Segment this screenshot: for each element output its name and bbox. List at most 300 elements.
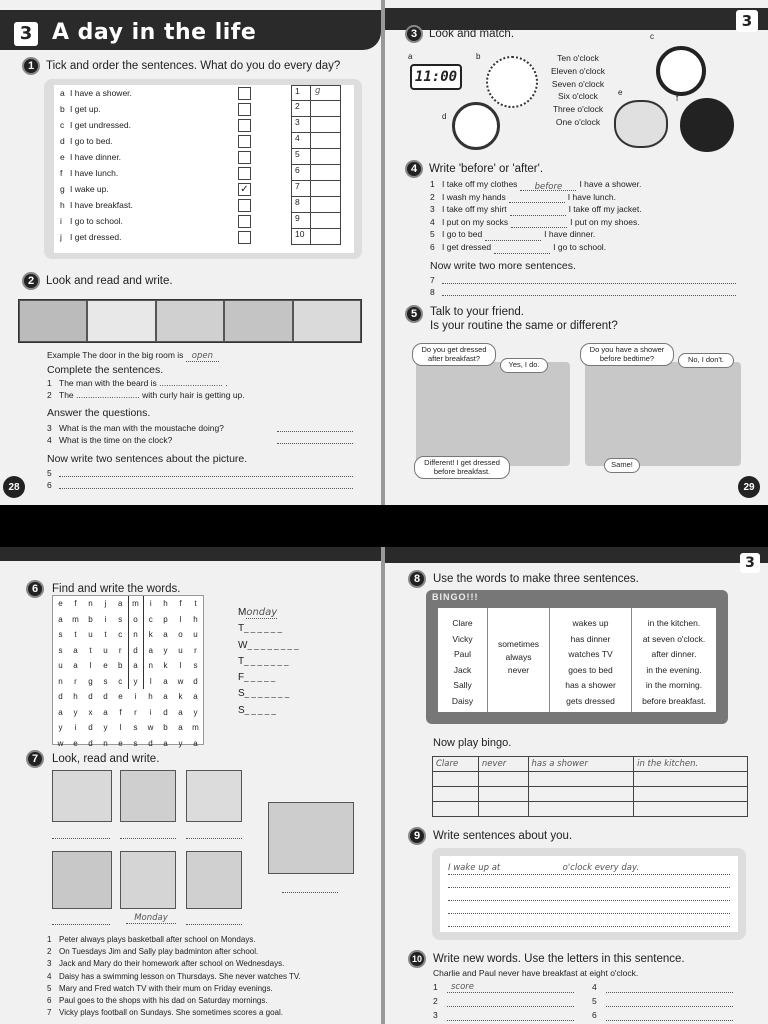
ex4-item bbox=[430, 228, 730, 241]
ex6-heading: Find and write the words. bbox=[52, 583, 181, 595]
wordsearch-letter[interactable]: s bbox=[118, 614, 123, 624]
bingo-play-cell[interactable]: never bbox=[478, 757, 528, 772]
wordsearch-letter[interactable]: b bbox=[88, 614, 93, 624]
wordsearch-letter[interactable]: a bbox=[163, 692, 168, 702]
ex1-order-answer[interactable] bbox=[311, 117, 341, 133]
word-first-letter: T bbox=[238, 655, 245, 667]
wordsearch-letter[interactable]: r bbox=[118, 645, 122, 655]
activity-pic-2 bbox=[120, 770, 176, 822]
bingo-play-cell[interactable] bbox=[478, 772, 528, 787]
item-number: 6 bbox=[47, 996, 52, 1006]
wordsearch-letter[interactable]: s bbox=[133, 723, 138, 733]
wordsearch-letter[interactable]: y bbox=[193, 707, 198, 717]
answer-line[interactable] bbox=[442, 287, 736, 296]
ex1-text: I have breakfast. bbox=[70, 200, 133, 210]
wordsearch-letter[interactable]: n bbox=[103, 738, 108, 748]
ex2-write-line bbox=[47, 480, 353, 492]
word-first-letter: T bbox=[238, 623, 245, 635]
wordsearch-letter[interactable]: b bbox=[118, 661, 123, 671]
room-picture-1 bbox=[19, 300, 87, 342]
item-number: 5 bbox=[430, 229, 435, 240]
bingo-word: Paul bbox=[453, 649, 471, 659]
time-label: Eleven o'clock bbox=[550, 65, 606, 76]
bingo-play-cell[interactable] bbox=[528, 772, 634, 787]
word-blank[interactable]: _ _ _ _ _ _ bbox=[244, 624, 282, 634]
bingo-play-cell[interactable] bbox=[478, 787, 528, 802]
ex9-writing-area bbox=[440, 856, 738, 932]
wordsearch-letter[interactable]: d bbox=[163, 707, 168, 717]
ex1-order-answer[interactable] bbox=[311, 229, 341, 245]
ex1-order-answer[interactable] bbox=[311, 197, 341, 213]
ex4-more-line bbox=[430, 287, 736, 299]
bingo-word: in the evening. bbox=[646, 664, 702, 675]
bingo-word: has a shower bbox=[565, 680, 616, 690]
wordsearch-letter[interactable]: k bbox=[148, 630, 153, 640]
spread-gap bbox=[0, 505, 768, 547]
wordsearch-row bbox=[53, 643, 203, 659]
answer-line[interactable] bbox=[277, 423, 353, 432]
wordsearch-letter[interactable]: a bbox=[163, 676, 168, 686]
bingo-col-adverbs bbox=[488, 608, 550, 712]
wordsearch-letter[interactable]: h bbox=[193, 614, 198, 624]
ex1-checkbox[interactable] bbox=[238, 151, 251, 164]
wordsearch-letter[interactable]: s bbox=[58, 630, 63, 640]
wordsearch-letter[interactable]: a bbox=[58, 614, 63, 624]
item-text: Paul goes to the shops with his dad on Saturday mornings. bbox=[59, 996, 268, 1006]
wordsearch-letter[interactable]: l bbox=[149, 676, 152, 686]
ex1-checkbox[interactable] bbox=[238, 199, 251, 212]
wordsearch-letter[interactable]: e bbox=[58, 599, 63, 609]
wordsearch-letter[interactable]: o bbox=[178, 630, 183, 640]
wordsearch-letter[interactable]: a bbox=[103, 707, 108, 717]
ex1-order-answer[interactable] bbox=[311, 213, 341, 229]
ex1-letter: f bbox=[60, 168, 63, 178]
wordsearch-letter[interactable]: a bbox=[193, 692, 198, 702]
wordsearch-letter[interactable]: k bbox=[178, 692, 183, 702]
ex1-checkbox[interactable] bbox=[238, 215, 251, 228]
wordsearch-letter[interactable]: i bbox=[134, 692, 137, 702]
answer-line[interactable] bbox=[447, 996, 574, 1007]
wordsearch-letter[interactable]: s bbox=[193, 661, 198, 671]
top-spine bbox=[381, 0, 385, 505]
wordsearch-letter[interactable]: t bbox=[194, 599, 197, 609]
bingo-play-cell[interactable]: has a shower bbox=[528, 757, 634, 772]
wordsearch-letter[interactable]: u bbox=[88, 630, 93, 640]
bingo-word: wakes up bbox=[572, 618, 609, 628]
wordsearch-letter[interactable]: f bbox=[74, 599, 77, 609]
wordsearch-words bbox=[238, 605, 299, 719]
digital-clock bbox=[410, 64, 462, 90]
ex1-checkbox[interactable]: ✓ bbox=[238, 183, 251, 196]
ex1-order-answer[interactable] bbox=[311, 133, 341, 149]
ex5-heading-2: Is your routine the same or different? bbox=[430, 320, 618, 332]
ex1-order-number: 3 bbox=[291, 117, 311, 133]
wordsearch-letter[interactable]: i bbox=[104, 614, 107, 624]
answer-line[interactable] bbox=[442, 275, 736, 284]
wordsearch-letter[interactable]: e bbox=[118, 692, 123, 702]
ex4-part-b: I have a shower. bbox=[579, 179, 642, 189]
ex4-item bbox=[430, 203, 730, 216]
bottom-spine bbox=[381, 547, 385, 1024]
exercise-number-10: 10 bbox=[408, 950, 426, 968]
ex1-row bbox=[54, 133, 354, 149]
ex1-order-number: 10 bbox=[291, 229, 311, 245]
ex1-checkbox[interactable] bbox=[238, 87, 251, 100]
bubble-r1: Different! I get dressed before breakfast. bbox=[414, 456, 510, 479]
item-text: Vicky plays football on Sundays. She sometimes scores a goal. bbox=[59, 1008, 283, 1018]
wordsearch-letter[interactable]: c bbox=[118, 676, 123, 686]
ex2-write-line bbox=[47, 468, 353, 480]
exercise-number-9: 9 bbox=[408, 827, 426, 845]
ex4-answer-blank[interactable] bbox=[509, 193, 565, 203]
clock-label-e: e bbox=[618, 88, 623, 97]
ex4-answer-blank[interactable] bbox=[485, 231, 541, 241]
ex7-sentences bbox=[47, 934, 377, 1019]
bingo-play-cell[interactable] bbox=[433, 772, 479, 787]
answer-example-monday: Monday bbox=[126, 913, 176, 924]
ex1-checkbox[interactable] bbox=[238, 167, 251, 180]
bingo-table bbox=[438, 608, 716, 712]
wordsearch-letter[interactable]: x bbox=[88, 707, 93, 717]
ex1-order-number: 9 bbox=[291, 213, 311, 229]
wordsearch-letter[interactable]: a bbox=[73, 645, 78, 655]
wordsearch-row bbox=[53, 627, 203, 643]
wordsearch-letter[interactable]: y bbox=[103, 723, 108, 733]
wordsearch-word bbox=[238, 670, 299, 686]
item-text: What is the man with the moustache doing? bbox=[59, 423, 224, 433]
ex1-row bbox=[54, 213, 354, 229]
ex1-text: I go to school. bbox=[70, 216, 123, 226]
wordsearch-letter[interactable]: f bbox=[119, 707, 122, 717]
bingo-col-names bbox=[438, 608, 488, 712]
word-blank[interactable]: _ _ _ _ _ _ _ bbox=[244, 656, 289, 666]
wordsearch-row bbox=[53, 705, 203, 721]
word-first-letter: S bbox=[238, 704, 245, 716]
ex4-answer-blank[interactable] bbox=[511, 218, 567, 228]
item-text: Jack and Mary do their homework after school on Wednesdays. bbox=[59, 959, 285, 969]
answer-line[interactable] bbox=[59, 468, 353, 477]
wordsearch-letter[interactable]: l bbox=[89, 661, 92, 671]
ex1-letter: j bbox=[60, 232, 62, 242]
item-number: 8 bbox=[430, 287, 435, 297]
wordsearch-letter[interactable]: l bbox=[119, 723, 122, 733]
item-number: 2 bbox=[433, 996, 438, 1006]
bingo-word: never bbox=[507, 665, 530, 675]
item-number: 4 bbox=[47, 971, 52, 981]
wordsearch-letter[interactable]: n bbox=[148, 661, 153, 671]
bingo-col-verbs bbox=[550, 608, 632, 712]
ex1-checkbox[interactable] bbox=[238, 119, 251, 132]
wordsearch-letter[interactable]: c bbox=[118, 630, 123, 640]
bubble-q2: Do you have a shower before bedtime? bbox=[580, 343, 674, 366]
wordsearch-row bbox=[53, 736, 203, 752]
wordsearch-letter[interactable]: d bbox=[103, 692, 108, 702]
wordsearch-letter[interactable]: u bbox=[103, 645, 108, 655]
wordsearch-letter[interactable]: a bbox=[118, 599, 123, 609]
wordsearch-letter[interactable]: a bbox=[73, 661, 78, 671]
ex1-letter: e bbox=[60, 152, 65, 162]
activity-pic-6 bbox=[186, 851, 242, 909]
wordsearch-letter[interactable]: l bbox=[179, 614, 182, 624]
wordsearch-word bbox=[238, 605, 299, 621]
answer-line-6 bbox=[186, 924, 242, 925]
wordsearch-letter[interactable]: y bbox=[58, 723, 63, 733]
wordsearch-letter[interactable]: h bbox=[73, 692, 78, 702]
wordsearch-letter[interactable]: d bbox=[88, 692, 93, 702]
ex9-heading: Write sentences about you. bbox=[433, 830, 573, 842]
wordsearch-row bbox=[53, 658, 203, 674]
wordsearch-letter[interactable]: h bbox=[148, 692, 153, 702]
answer-line[interactable] bbox=[606, 982, 733, 993]
ex2-write-lines bbox=[47, 468, 353, 492]
item-number: 2 bbox=[47, 390, 52, 400]
exercise-number-4: 4 bbox=[405, 160, 423, 178]
wordsearch-row bbox=[53, 612, 203, 628]
wordsearch-row bbox=[53, 596, 203, 612]
ex4-more-line bbox=[430, 275, 736, 287]
exercise-number-6: 6 bbox=[26, 580, 44, 598]
bottom-banner-right bbox=[385, 547, 768, 563]
ex4-more-lines bbox=[430, 275, 736, 299]
dialogue-photo-1 bbox=[416, 362, 570, 466]
wordsearch-letter[interactable]: k bbox=[163, 661, 168, 671]
wordsearch-letter[interactable]: a bbox=[148, 645, 153, 655]
wordsearch-letter[interactable]: w bbox=[177, 676, 184, 686]
answer-line[interactable] bbox=[277, 435, 353, 444]
wordsearch-letter[interactable]: y bbox=[163, 645, 168, 655]
ex10-line bbox=[433, 982, 574, 994]
alarm-clock-c bbox=[656, 46, 706, 96]
wordsearch-letter[interactable]: t bbox=[89, 645, 92, 655]
wordsearch-letter[interactable]: f bbox=[179, 599, 182, 609]
wordsearch-letter[interactable]: j bbox=[104, 599, 107, 609]
ex1-order-answer[interactable] bbox=[311, 149, 341, 165]
bottom-banner-left bbox=[0, 547, 381, 561]
ex1-checkbox[interactable] bbox=[238, 135, 251, 148]
ex2-answer-heading: Answer the questions. bbox=[47, 407, 151, 419]
wordsearch-letter[interactable]: d bbox=[193, 676, 198, 686]
wordsearch-letter[interactable]: s bbox=[103, 676, 108, 686]
ex2-complete-list bbox=[47, 378, 367, 402]
wordsearch-letter[interactable]: p bbox=[163, 614, 168, 624]
item-number: 4 bbox=[430, 216, 435, 227]
clock-b bbox=[486, 56, 538, 108]
ex10-lines bbox=[433, 982, 733, 1022]
bingo-play-cell[interactable] bbox=[478, 802, 528, 817]
wordsearch-letter[interactable]: e bbox=[103, 661, 108, 671]
word-first-letter: M bbox=[238, 607, 247, 618]
bingo-word: gets dressed bbox=[566, 695, 615, 706]
wordsearch-letter[interactable]: r bbox=[194, 645, 197, 655]
bingo-play-cell[interactable] bbox=[634, 787, 748, 802]
ex1-row bbox=[54, 85, 354, 101]
word-first-letter: W bbox=[238, 639, 248, 651]
wordsearch-letter[interactable]: d bbox=[58, 692, 63, 702]
wordsearch-letter[interactable]: m bbox=[128, 596, 143, 612]
clock-label-d: d bbox=[442, 112, 447, 121]
wordsearch-letter[interactable]: r bbox=[74, 676, 77, 686]
ex1-heading: Tick and order the sentences. What do you do every day? bbox=[46, 60, 341, 72]
wordsearch-letter[interactable]: n bbox=[128, 627, 143, 643]
wordsearch-letter[interactable]: a bbox=[178, 723, 183, 733]
wordsearch-letter[interactable]: d bbox=[88, 723, 93, 733]
item-number: 7 bbox=[47, 1008, 52, 1018]
item-number: 2 bbox=[430, 191, 435, 202]
bingo-play-cell[interactable] bbox=[528, 787, 634, 802]
wordsearch-letter[interactable]: e bbox=[73, 738, 78, 748]
item-number: 2 bbox=[47, 947, 52, 957]
room-picture-4 bbox=[224, 300, 292, 342]
ex1-checkbox[interactable] bbox=[238, 231, 251, 244]
answer-line[interactable] bbox=[606, 996, 733, 1007]
wordsearch-letter[interactable]: y bbox=[128, 674, 143, 690]
bingo-play-cell[interactable] bbox=[634, 772, 748, 787]
word-blank[interactable]: _ _ _ _ _ bbox=[244, 673, 276, 683]
wordsearch-letter[interactable]: y bbox=[178, 738, 183, 748]
ex9-hand-2: o'clock every day. bbox=[562, 863, 640, 873]
ex1-list bbox=[54, 85, 354, 253]
ex1-row bbox=[54, 229, 354, 245]
answer-line[interactable]: score bbox=[447, 982, 574, 993]
ex1-order-number: 7 bbox=[291, 181, 311, 197]
wordsearch-letter[interactable]: l bbox=[179, 661, 182, 671]
ex1-text: I get dressed. bbox=[70, 232, 122, 242]
answer-line[interactable] bbox=[59, 480, 353, 489]
ex2-example: Example The door in the big room is open bbox=[47, 350, 219, 361]
wordsearch-letter[interactable]: i bbox=[74, 723, 77, 733]
answer-line[interactable] bbox=[606, 1010, 733, 1021]
bingo-play-cell[interactable]: in the kitchen. bbox=[634, 757, 748, 772]
item-number: 3 bbox=[47, 959, 52, 969]
bingo-play-cell[interactable] bbox=[528, 802, 634, 817]
ex4-answer-blank[interactable] bbox=[494, 244, 550, 254]
ex1-order-number: 6 bbox=[291, 165, 311, 181]
item-number: 3 bbox=[433, 1010, 438, 1020]
ex1-checkbox[interactable] bbox=[238, 103, 251, 116]
wordsearch-letter[interactable]: r bbox=[134, 707, 137, 717]
ex9-line-5 bbox=[448, 914, 730, 927]
ex1-order-answer[interactable] bbox=[311, 101, 341, 117]
wordsearch-letter[interactable]: a bbox=[163, 630, 168, 640]
wordsearch-letter[interactable]: n bbox=[88, 599, 93, 609]
item-number: 1 bbox=[433, 982, 438, 992]
bingo-play-row bbox=[433, 757, 748, 772]
wordsearch-letter[interactable]: i bbox=[149, 707, 152, 717]
word-blank[interactable]: _ _ _ _ _ _ _ bbox=[244, 689, 290, 699]
ex4-answer-blank[interactable] bbox=[510, 206, 566, 216]
wordsearch-letter[interactable]: a bbox=[128, 658, 143, 674]
ex1-order-answer[interactable] bbox=[311, 165, 341, 181]
word-blank[interactable]: _ _ _ _ _ _ _ _ bbox=[247, 640, 299, 650]
wordsearch-letter[interactable]: n bbox=[58, 676, 63, 686]
wordsearch-letter[interactable]: b bbox=[163, 723, 168, 733]
ex1-order-answer[interactable] bbox=[311, 181, 341, 197]
ex4-answer-blank[interactable]: before bbox=[520, 181, 576, 191]
item-number: 6 bbox=[47, 480, 52, 490]
wordsearch-letter[interactable]: t bbox=[104, 630, 107, 640]
wordsearch-panel bbox=[52, 595, 204, 748]
page-number-28: 28 bbox=[3, 476, 25, 498]
time-list bbox=[548, 52, 608, 129]
ex4-part-b: I take off my jacket. bbox=[568, 204, 642, 215]
wordsearch-letter[interactable]: h bbox=[163, 599, 168, 609]
wordsearch-letter[interactable]: a bbox=[193, 738, 198, 748]
wordsearch-letter[interactable]: m bbox=[192, 723, 199, 733]
answer-line-4 bbox=[52, 924, 110, 925]
bingo-play-cell[interactable] bbox=[433, 802, 479, 817]
ex1-order-number: 4 bbox=[291, 133, 311, 149]
ex4-heading: Write 'before' or 'after'. bbox=[429, 163, 544, 175]
clock-label-f: f bbox=[676, 94, 679, 103]
ex2-complete-heading: Complete the sentences. bbox=[47, 364, 164, 376]
bingo-play-cell[interactable] bbox=[634, 802, 748, 817]
wordsearch-letter[interactable]: s bbox=[133, 738, 138, 748]
item-text: On Tuesdays Jim and Sally play badminton after school. bbox=[59, 947, 259, 957]
exercise-number-2: 2 bbox=[22, 272, 40, 290]
ex1-row bbox=[54, 197, 354, 213]
item-text: Peter always plays basketball after school on Mondays. bbox=[59, 935, 256, 944]
answer-line[interactable] bbox=[447, 1010, 574, 1021]
ex1-letter: d bbox=[60, 136, 65, 146]
wordsearch-letter[interactable]: c bbox=[148, 614, 153, 624]
wordsearch-letter[interactable]: u bbox=[193, 630, 198, 640]
wordsearch-letter[interactable]: d bbox=[128, 643, 143, 659]
word-blank[interactable]: _ _ _ _ _ bbox=[244, 705, 276, 715]
wordsearch-letter[interactable]: a bbox=[178, 707, 183, 717]
wordsearch-letter[interactable]: o bbox=[128, 612, 143, 628]
bingo-play-cell[interactable] bbox=[433, 787, 479, 802]
wordsearch-letter[interactable]: m bbox=[72, 614, 79, 624]
wordsearch-letter[interactable]: i bbox=[149, 599, 152, 609]
wordsearch-row bbox=[53, 674, 203, 690]
bingo-word: always bbox=[505, 652, 532, 662]
bingo-word: Clare bbox=[452, 618, 473, 628]
wordsearch-letter[interactable]: s bbox=[58, 645, 63, 655]
ex1-text: I have a shower. bbox=[70, 88, 132, 98]
clock-label-b: b bbox=[476, 52, 481, 61]
wordsearch-letter[interactable]: w bbox=[147, 723, 154, 733]
wordsearch-letter[interactable]: t bbox=[74, 630, 77, 640]
wordsearch-letter[interactable]: y bbox=[73, 707, 78, 717]
wordsearch-letter[interactable]: d bbox=[148, 738, 153, 748]
wordsearch-letter[interactable]: u bbox=[178, 645, 183, 655]
wordsearch-letter[interactable]: a bbox=[58, 707, 63, 717]
ex1-order-answer[interactable]: g bbox=[311, 85, 341, 101]
wordsearch-letter[interactable]: g bbox=[88, 676, 93, 686]
wordsearch-row bbox=[53, 689, 203, 705]
ex4-item bbox=[430, 191, 730, 204]
ex4-list bbox=[430, 178, 730, 254]
wordsearch-letter[interactable]: w bbox=[57, 738, 64, 748]
word-first-letter: S bbox=[238, 688, 245, 700]
ex1-letter: b bbox=[60, 104, 65, 114]
answer-line-1 bbox=[52, 838, 110, 839]
ex9-line-2 bbox=[448, 875, 730, 888]
item-number: 3 bbox=[47, 423, 52, 433]
bingo-word: has dinner bbox=[570, 633, 611, 644]
wordsearch-letter[interactable]: d bbox=[88, 738, 93, 748]
bingo-play-cell[interactable]: Clare bbox=[433, 757, 479, 772]
dialogue-photo-2 bbox=[585, 362, 741, 466]
item-number: 3 bbox=[430, 204, 435, 215]
time-label: Ten o'clock bbox=[557, 53, 599, 63]
wordsearch-letter[interactable]: a bbox=[163, 738, 168, 748]
wordsearch-letter[interactable]: u bbox=[58, 661, 63, 671]
item-number: 5 bbox=[47, 468, 52, 478]
unit-number-badge-bottom: 3 bbox=[740, 553, 760, 573]
wordsearch-letter[interactable]: e bbox=[118, 738, 123, 748]
item-text: The ........................... with curly hair is getting up. bbox=[59, 390, 245, 400]
